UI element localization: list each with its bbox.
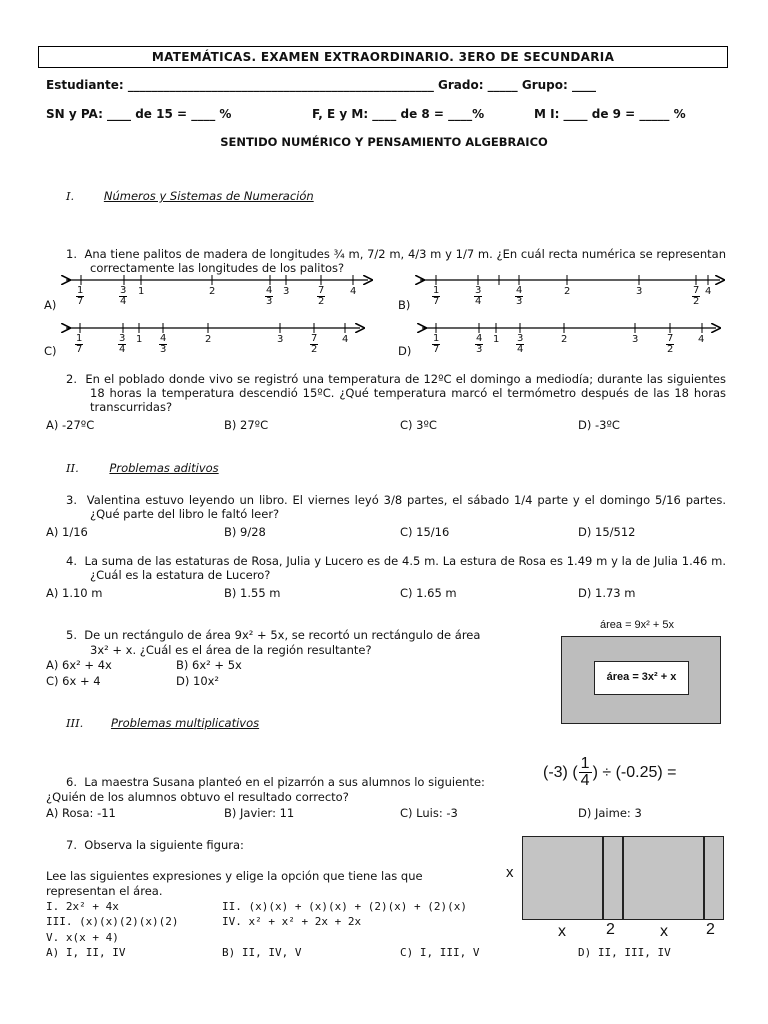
q7-option-a[interactable]: A) I, II, IV [46,946,126,959]
figure-bottom-label-3: x [660,923,668,940]
q2-option-c[interactable]: C) 3ºC [400,418,437,432]
question-2-text: En el poblado donde vivo se registró una temperatura de 12ºC el domingo a mediodía; durante las siguientes 18 horas la temperatura descendió 15ºC. ¿Qué temperatura marcó el termómetro después de las 18 horas transcurridas? [85,372,726,414]
expression-3: III. (x)(x)(2)(x)(2) [46,915,179,928]
q2-option-a[interactable]: A) -27ºC [46,418,95,432]
tick-b-3: 3 [636,286,643,297]
outer-rectangle [561,636,721,724]
q4-option-a[interactable]: A) 1.10 m [46,586,103,600]
question-2-number: 2. [66,372,77,386]
inner-rectangle [594,661,689,695]
question-5-number: 5. [66,628,77,642]
tick-a-7-2: $\frac{7}{2}$ [318,285,325,307]
expression-2: II. (x)(x) + (x)(x) + (2)(x) + (2)(x) [222,900,468,913]
section-1-title: Números y Sistemas de Numeración [103,189,314,203]
q5-option-a[interactable]: A) 6x² + 4x [46,658,112,672]
question-5-text-a: De un rectángulo de área 9x² + 5x, se recortó un rectángulo de área [84,628,481,642]
tick-c-1-7: $\frac{1}{7}$ [76,333,83,355]
tick-d-4-3: $\frac{4}{3}$ [476,333,483,355]
q4-option-d[interactable]: D) 1.73 m [578,586,636,600]
section-2-heading [66,461,219,475]
tick-a-1-7: $\frac{1}{7}$ [77,285,84,307]
number-line-b [420,275,720,285]
tick-b-7-2: $\frac{7}{2}$ [693,285,700,307]
q3-option-c[interactable]: C) 15/16 [400,525,450,539]
tick-d-7-2: $\frac{7}{2}$ [667,333,674,355]
tick-a-2: 2 [209,286,216,297]
question-4 [46,554,726,582]
q5-option-d[interactable]: D) 10x² [176,674,220,688]
tick-d-3: 3 [632,334,639,345]
tick-a-3: 3 [283,286,290,297]
figure-bottom-label-2: 2 [606,921,615,938]
tick-c-3: 3 [277,334,284,345]
q2-option-d[interactable]: D) -3ºC [578,418,620,432]
question-7-text: Observa la siguiente figura: [84,838,244,852]
question-6-text-a: La maestra Susana planteó en el pizarrón a sus alumnos lo siguiente: [84,775,485,789]
section-3-heading [66,716,259,730]
question-6-text-b: ¿Quién de los alumnos obtuvo el resultado correcto? [46,790,349,804]
q7-option-c[interactable]: C) I, III, V [400,946,480,959]
q2-option-b[interactable]: B) 27ºC [224,418,269,432]
number-lines [40,272,740,362]
figure-bottom-label-4: 2 [706,921,715,938]
tick-a-3-4: $\frac{3}{4}$ [120,285,127,307]
q6-option-c[interactable]: C) Luis: -3 [400,806,458,820]
figure-divider-3 [703,837,705,919]
score-fem: F, E y M: ____ de 8 = ____% [312,107,485,121]
tick-d-3-4: $\frac{3}{4}$ [517,333,524,355]
question-3 [46,493,726,521]
q4-option-c[interactable]: C) 1.65 m [400,586,457,600]
section-2-title: Problemas aditivos [109,461,219,475]
q7-option-b[interactable]: B) II, IV, V [222,946,302,959]
number-line-a [66,275,368,285]
exam-title: MATEMÁTICAS. EXAMEN EXTRAORDINARIO. 3ERO DE SECUNDARIA [38,46,728,68]
question-7-number: 7. [66,838,77,852]
section-2-number: II. [66,461,79,475]
question-4-text: La suma de las estaturas de Rosa, Julia y Lucero es de 4.5 m. La estura de Rosa es 1.49 m y la de Julia 1.46 m. ¿Cuál es la estatura de Lucero? [84,554,726,582]
expr-right: ) ÷ (-0.25) = [592,763,677,781]
question-7-text-b1: Lee las siguientes expresiones y elige la opción que tiene las que [46,869,423,883]
number-line-c [66,323,360,333]
score-sn-pa: SN y PA: ____ de 15 = ____ % [46,107,232,121]
q6-option-d[interactable]: D) Jaime: 3 [578,806,642,820]
inner-area-label: área = 3x² + x [606,671,677,683]
score-mi: M I: ____ de 9 = _____ % [534,107,686,121]
section-3-title: Problemas multiplicativos [110,716,260,730]
tick-b-4: 4 [705,286,712,297]
tick-c-1: 1 [136,334,143,345]
question-2 [46,372,726,414]
figure-bottom-label-1: x [558,923,566,940]
question-5-line-1 [66,628,480,642]
q3-option-b[interactable]: B) 9/28 [224,525,266,539]
q6-option-a[interactable]: A) Rosa: -11 [46,806,116,820]
tick-c-2: 2 [205,334,212,345]
question-3-text: Valentina estuvo leyendo un libro. El viernes leyó 3/8 partes, el sábado 1/4 parte y el domingo 5/16 partes. ¿Qué parte del libro le faltó leer? [86,493,726,521]
tick-d-2: 2 [561,334,568,345]
tick-c-7-2: $\frac{7}{2}$ [311,333,318,355]
figure-divider-1 [602,837,604,919]
q6-expression [543,756,676,789]
tick-c-3-4: $\frac{3}{4}$ [119,333,126,355]
tick-a-1: 1 [138,286,145,297]
expr-left: (-3) ( [543,763,578,781]
expression-1: I. 2x² + 4x [46,900,119,913]
tick-b-3-4: $\frac{3}{4}$ [475,285,482,307]
figure-divider-2 [622,837,624,919]
question-1-text: Ana tiene palitos de madera de longitudes ¾ m, 7/2 m, 4/3 m y 1/7 m. ¿En cuál recta numérica se representan correctamente las longitudes de los palitos? [84,247,726,275]
tick-b-2: 2 [564,286,571,297]
tick-d-1-7: $\frac{1}{7}$ [433,333,440,355]
question-6-number: 6. [66,775,77,789]
section-1-heading [66,189,314,203]
option-c-label: C) [44,344,57,358]
expr-fraction: 1 4 [580,755,590,789]
expression-5: V. x(x + 4) [46,931,119,944]
tick-b-1-7: $\frac{1}{7}$ [433,285,440,307]
tick-b-4-3: $\frac{4}{3}$ [516,285,523,307]
q3-option-a[interactable]: A) 1/16 [46,525,88,539]
q5-option-b[interactable]: B) 6x² + 5x [176,658,242,672]
tick-a-4-3: $\frac{4}{3}$ [266,285,273,307]
q3-option-d[interactable]: D) 15/512 [578,525,636,539]
tick-d-1: 1 [493,334,500,345]
question-4-number: 4. [66,554,77,568]
tick-a-4: 4 [350,286,357,297]
student-line: Estudiante: ___________________________________________________ Grado: _____ Grupo: ____ [46,78,596,92]
question-1-number: 1. [66,247,77,261]
section-subtitle: SENTIDO NUMÉRICO Y PENSAMIENTO ALGEBRAICO [220,135,548,149]
option-a-label: A) [44,298,57,312]
tick-c-4-3: $\frac{4}{3}$ [160,333,167,355]
area-figure [522,836,724,920]
number-line-d [422,323,716,333]
question-6-line-1 [66,775,485,789]
option-d-label: D) [398,344,412,358]
question-1 [46,247,726,275]
option-b-label: B) [398,298,411,312]
question-5-text-b: 3x² + x. ¿Cuál es el área de la región resultante? [90,643,372,657]
question-7-text-b2: representan el área. [46,884,163,898]
question-3-number: 3. [66,493,77,507]
figure-side-label: x [506,864,514,881]
outer-area-label: área = 9x² + 5x [600,619,674,631]
question-7-line-1 [66,838,244,852]
q4-option-b[interactable]: B) 1.55 m [224,586,281,600]
expression-4: IV. x² + x² + 2x + 2x [222,915,362,928]
section-3-number: III. [66,716,84,730]
tick-c-4: 4 [342,334,349,345]
q7-option-d[interactable]: D) II, III, IV [578,946,671,959]
q5-option-c[interactable]: C) 6x + 4 [46,674,101,688]
q6-option-b[interactable]: B) Javier: 11 [224,806,295,820]
section-1-number: I. [66,189,75,203]
tick-d-4: 4 [698,334,705,345]
